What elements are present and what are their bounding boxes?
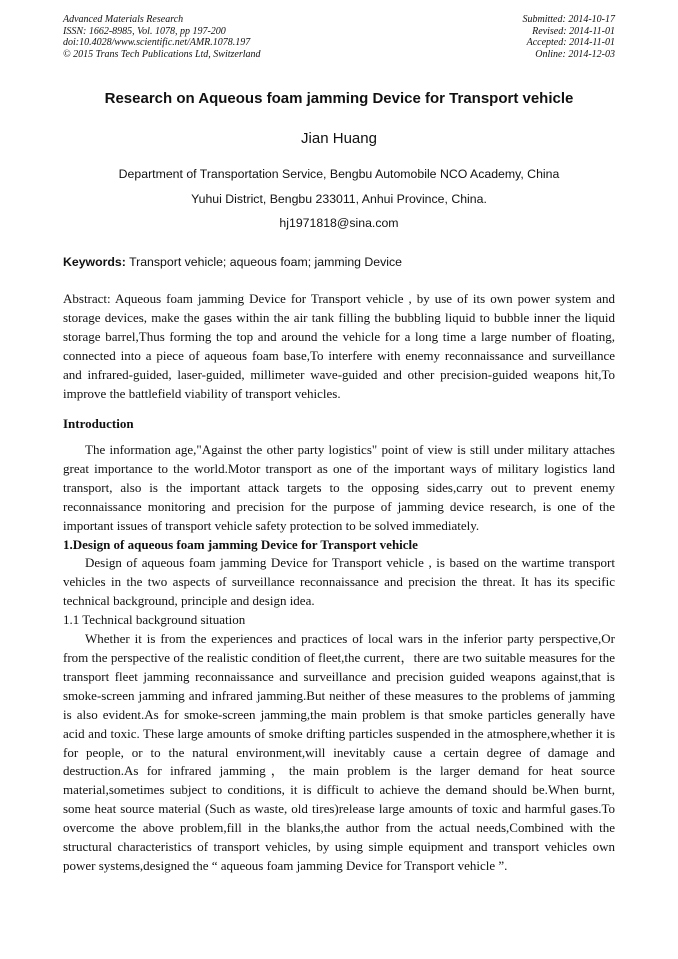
body-text [63, 441, 615, 876]
author-name: Jian Huang [301, 130, 377, 147]
keywords [63, 255, 615, 269]
keywords-text: Transport vehicle; aqueous foam; jamming Device [125, 255, 403, 269]
section-1-paragraph: Design of aqueous foam jamming Device for Transport vehicle , is based on the wartime transport vehicles in the two aspects of surveillance reconnaissance and precision the threat. It has its specific technical background, principle and design idea. [63, 555, 615, 609]
journal-name: Advanced Materials Research [63, 14, 184, 25]
submitted-date: Submitted: 2014-10-17 [522, 14, 615, 25]
revised-date: Revised: 2014-11-01 [532, 25, 615, 37]
abstract-text: Abstract: Aqueous foam jamming Device for Transport vehicle , by use of its own power system and storage devices, make the gases within the air tank filling the bubbling liquid to bubble inner the liquid storage barrel,Thus forming the top and around the vehicle for a long time a large number of floating, connected into a piece of aqueous foam base,To interfere with enemy reconnaissance and surveillance and infrared-guided, laser-guided, millimeter wave-guided and other precision-guided weapons hit,To improve the battlefield viability of transport vehicles. [63, 291, 615, 401]
doi-line: doi:10.4028/www.scientific.net/AMR.1078.197 [63, 37, 251, 48]
introduction-heading: Introduction [63, 416, 134, 431]
journal-header-left [63, 14, 261, 60]
abstract [63, 290, 615, 403]
copyright-line: © 2015 Trans Tech Publications Ltd, Switzerland [63, 48, 261, 60]
keywords-label: Keywords: [63, 255, 126, 269]
journal-header-right [523, 14, 616, 60]
affiliation-line-2: Yuhui District, Bengbu 233011, Anhui Province, China. [191, 192, 487, 206]
accepted-date: Accepted: 2014-11-01 [526, 37, 615, 48]
online-date: Online: 2014-12-03 [535, 48, 615, 60]
section-1-1-paragraph: Whether it is from the experiences and practices of local wars in the inferior party perspective,Or from the perspective of the realistic condition of fleet,the current，there are two suitable measures for the transport fleet jamming reconnaissance and surveillance and precision guided weapons against,that is smoke-screen jamming and infrared jamming.But neither of these measures to the problems of jamming is also evident.As for smoke-screen jamming,the main problem is that smoke particles generally have acid and toxic. These large amounts of smoke drifting particles suspended in the atmosphere,whether it is for people, or to the natural environment,will inevitably cause a certain degree of damage and destruction.As for infrared jamming，the main problem is the larger demand for heat source material,sometimes subject to conditions, it is difficult to achieve the demand should be.When burnt, some heat source material (Such as waste, old tires)release large amounts of toxic and harmful gases.To overcome the above problem,fill in the blanks,the author from the actual needs,Combined with the structural characteristics of transport vehicles, by using simple equipment and transport vehicles own power systems,designed the “ aqueous foam jamming Device for Transport vehicle ”. [63, 631, 615, 873]
section-1-1-heading: 1.1 Technical background situation [63, 612, 246, 628]
introduction-paragraph: The information age,"Against the other party logistics" point of view is still under military attaches great importance to the world.Motor transport as one of the important ways of military logistics land transport, also is the important attack targets to the opposing sides,carry out to prevent enemy reconnaissance monitoring and precision for the purpose of jamming device research, is one of the important issues of transport vehicle safety protection to be solved immediately. [63, 442, 615, 533]
author-email: hj1971818@sina.com [279, 216, 399, 230]
issn-line: ISSN: 1662-8985, Vol. 1078, pp 197-200 [63, 25, 226, 37]
paper-title: Research on Aqueous foam jamming Device for Transport vehicle [104, 90, 574, 107]
section-1-heading: 1.Design of aqueous foam jamming Device for Transport vehicle [63, 536, 418, 552]
affiliation-line-1: Department of Transportation Service, Bengbu Automobile NCO Academy, China [118, 167, 560, 181]
